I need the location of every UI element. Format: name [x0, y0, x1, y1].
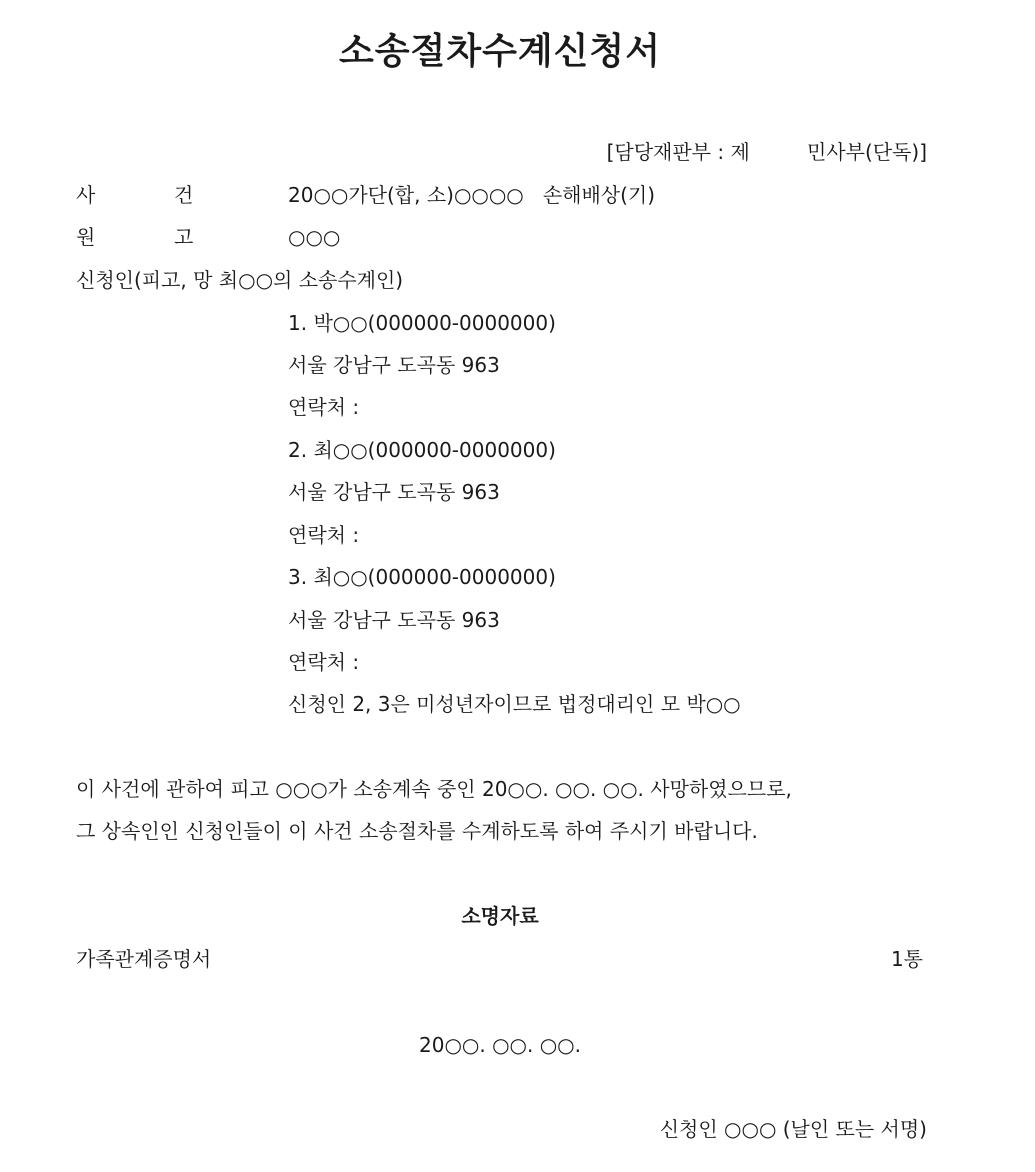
- evidence-item: 가족관계증명서: [76, 947, 212, 971]
- guardian-note: 신청인 2, 3은 미성년자이므로 법정대리인 모 박○○: [288, 692, 741, 716]
- plaintiff-value: ○○○: [288, 225, 341, 249]
- evidence-heading: 소명자료: [461, 904, 539, 928]
- applicant-1-address: 서울 강남구 도곡동 963: [288, 353, 500, 377]
- body-line-2: 그 상속인인 신청인들이 이 사건 소송절차를 수계하도록 하여 주시기 바랍니다.: [76, 819, 758, 843]
- document-title: 소송절차수계신청서: [339, 31, 661, 72]
- plaintiff-label-a: 원: [76, 225, 96, 249]
- case-value: 20○○가단(합, 소)○○○○ 손해배상(기): [288, 183, 656, 207]
- applicant-2-contact: 연락처 :: [288, 523, 360, 547]
- document-date: 20○○. ○○. ○○.: [419, 1033, 581, 1057]
- plaintiff-label-b: 고: [174, 225, 194, 249]
- applicant-1-contact: 연락처 :: [288, 395, 360, 419]
- applicant-2-name: 2. 최○○(000000-0000000): [288, 438, 556, 462]
- applicant-1-name: 1. 박○○(000000-0000000): [288, 311, 556, 335]
- applicant-3-contact: 연락처 :: [288, 650, 360, 674]
- case-label-b: 건: [174, 183, 194, 207]
- applicant-3-name: 3. 최○○(000000-0000000): [288, 565, 556, 589]
- applicant-2-address: 서울 강남구 도곡동 963: [288, 480, 500, 504]
- body-line-1: 이 사건에 관하여 피고 ○○○가 소송계속 중인 20○○. ○○. ○○. 사망하였으므로,: [76, 777, 792, 801]
- applicant-3-address: 서울 강남구 도곡동 963: [288, 608, 500, 632]
- case-label-a: 사: [76, 183, 96, 207]
- applicant-heading: 신청인(피고, 망 최○○의 소송수계인): [76, 268, 404, 292]
- evidence-count: 1통: [890, 947, 923, 971]
- court-division: [담당재판부 : 제 민사부(단독)]: [606, 140, 927, 164]
- signature-line: 신청인 ○○○ (날인 또는 서명): [659, 1117, 927, 1141]
